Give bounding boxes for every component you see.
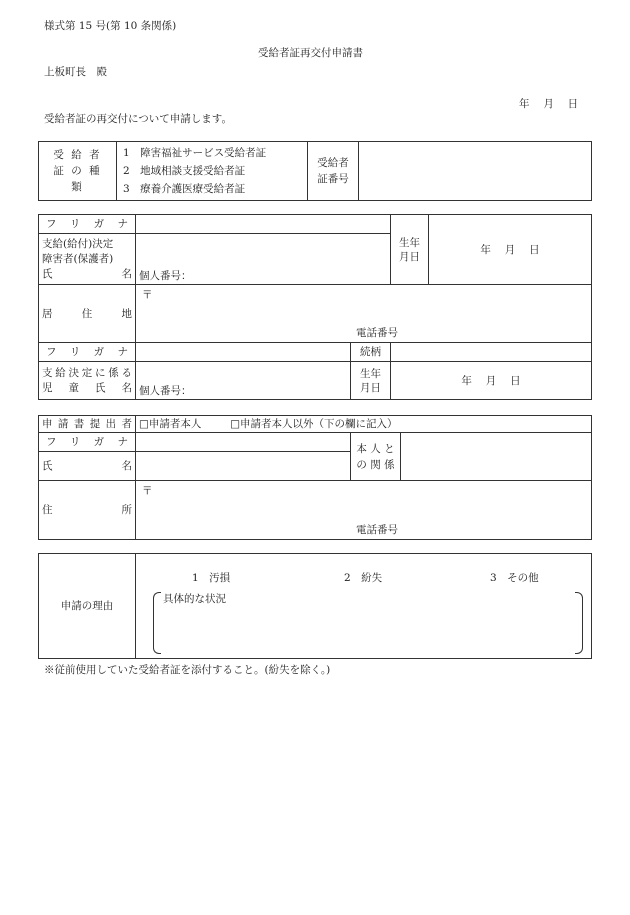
submitter-option-other[interactable]: □申請者本人以外（下の欄に記入） bbox=[230, 418, 398, 430]
child-furigana-label: フ リ ガ ナ bbox=[39, 343, 136, 362]
reason-option-other[interactable]: 3 その他 bbox=[490, 572, 539, 584]
child-relation-field[interactable] bbox=[391, 343, 592, 362]
intro-text: 受給者証の再交付について申請します。 bbox=[44, 113, 232, 125]
recipient-birth-label: 生年 月日 bbox=[391, 215, 429, 285]
recipient-name-field[interactable] bbox=[136, 234, 391, 285]
child-relation-label: 続柄 bbox=[351, 343, 391, 362]
certificate-table bbox=[38, 141, 592, 201]
applicant-phone-label: 電話番号 bbox=[356, 524, 398, 536]
certificate-type-option-3[interactable]: 3 療養介護医療受給者証 bbox=[123, 183, 246, 195]
submitter-label: 申 請 書 提 出 者 bbox=[39, 416, 136, 433]
applicant-postal-mark: 〒 bbox=[142, 485, 153, 497]
applicant-furigana-label: フ リ ガ ナ bbox=[39, 433, 136, 452]
applicant-address-label: 住 所 bbox=[39, 481, 136, 540]
certificate-number-field[interactable] bbox=[359, 142, 592, 201]
certificate-type-option-1[interactable]: 1 障害福祉サービス受給者証 bbox=[123, 147, 267, 159]
reason-table bbox=[38, 553, 592, 659]
footer-note: ※従前使用していた受給者証を添付すること。(紛失を除く。) bbox=[44, 664, 331, 676]
applicant-relation-field[interactable] bbox=[401, 433, 592, 481]
recipient-name-label: 支給(給付)決定 障害者(保護者) 氏 名 bbox=[39, 234, 136, 285]
child-name-field[interactable] bbox=[136, 362, 351, 400]
reason-detail-label: 具体的な状況 bbox=[163, 593, 226, 605]
reason-option-lost[interactable]: 2 紛失 bbox=[344, 572, 383, 584]
certificate-type-label: 受 給 者 証 の 種 類 bbox=[39, 142, 117, 201]
recipient-personal-number-label: 個人番号： bbox=[139, 270, 192, 282]
addressee: 上板町長 殿 bbox=[44, 66, 107, 78]
reason-label: 申請の理由 bbox=[39, 554, 136, 659]
applicant-relation-label: 本 人 と の 関 係 bbox=[351, 433, 401, 481]
child-birth-value[interactable]: 年 月 日 bbox=[391, 362, 592, 400]
applicant-address-field[interactable] bbox=[136, 481, 592, 540]
bracket-right bbox=[575, 592, 583, 654]
form-title: 受給者証再交付申請書 bbox=[258, 47, 363, 59]
applicant-table bbox=[38, 415, 592, 540]
form-number: 様式第 15 号(第 10 条関係) bbox=[44, 20, 177, 32]
recipient-phone-label: 電話番号 bbox=[356, 327, 398, 339]
certificate-type-options[interactable] bbox=[117, 142, 308, 201]
recipient-address-label: 居 住 地 bbox=[39, 285, 136, 343]
reason-detail-box[interactable] bbox=[153, 592, 583, 654]
child-furigana-field[interactable] bbox=[136, 343, 351, 362]
recipient-birth-value[interactable]: 年 月 日 bbox=[429, 215, 592, 285]
submitter-options bbox=[136, 416, 592, 433]
applicant-name-field[interactable] bbox=[136, 452, 351, 481]
reason-content bbox=[136, 554, 592, 659]
recipient-table bbox=[38, 214, 592, 400]
applicant-name-label: 氏 名 bbox=[39, 452, 136, 481]
certificate-type-option-2[interactable]: 2 地域相談支援受給者証 bbox=[123, 165, 246, 177]
recipient-address-field[interactable] bbox=[136, 285, 592, 343]
child-personal-number-label: 個人番号： bbox=[139, 385, 192, 397]
recipient-furigana-field[interactable] bbox=[136, 215, 391, 234]
bracket-left bbox=[153, 592, 161, 654]
submitter-option-self[interactable]: □申請者本人 bbox=[139, 418, 202, 430]
recipient-postal-mark: 〒 bbox=[142, 289, 153, 301]
applicant-furigana-field[interactable] bbox=[136, 433, 351, 452]
application-date: 年 月 日 bbox=[519, 98, 579, 110]
child-name-label: 支給決定に係る 児 童 氏 名 bbox=[39, 362, 136, 400]
certificate-number-label: 受給者 証番号 bbox=[308, 142, 359, 201]
reason-option-soil[interactable]: 1 汚損 bbox=[192, 572, 231, 584]
child-birth-label: 生年 月日 bbox=[351, 362, 391, 400]
recipient-furigana-label: フ リ ガ ナ bbox=[39, 215, 136, 234]
